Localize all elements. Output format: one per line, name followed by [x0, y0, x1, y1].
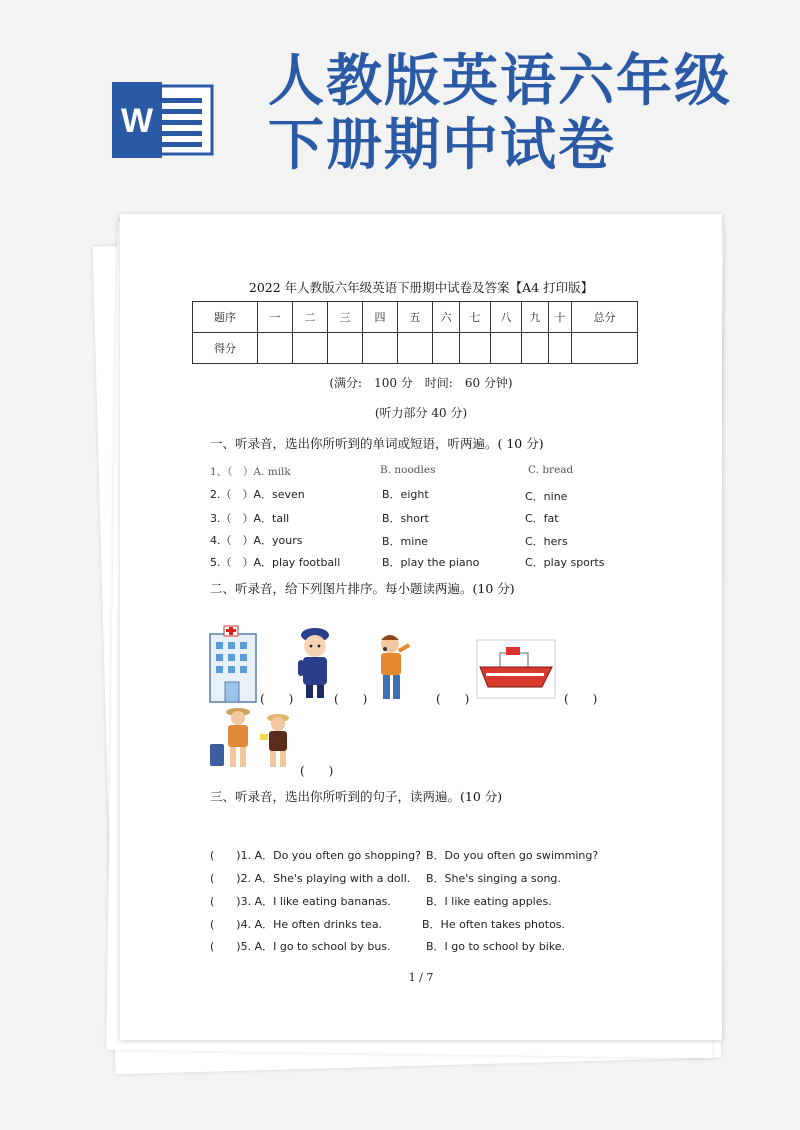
score-cell[interactable]: [522, 333, 549, 364]
singing-boy-picture: [372, 632, 416, 702]
score-table: [192, 301, 638, 364]
s1-q2-option-c: C．nine: [525, 490, 568, 503]
score-cell[interactable]: [328, 333, 363, 364]
score-header-cell: 总分: [572, 302, 638, 333]
s1-q3-num: [210, 510, 289, 526]
score-cell[interactable]: [363, 333, 398, 364]
s1-q3-option-b: B．short: [382, 512, 429, 525]
s3-q3-option-b: B．I like eating apples.: [426, 895, 552, 908]
s2-blank-4[interactable]: ( ): [564, 692, 598, 706]
score-cell[interactable]: [491, 333, 522, 364]
s1-q4-option-b: B．mine: [382, 535, 429, 548]
banner-title: [268, 50, 732, 178]
s1-q1-option-b: B. noodles: [380, 464, 436, 476]
score-header-cell: 题序: [193, 302, 258, 333]
score-header-cell: 七: [460, 302, 491, 333]
s1-q5-option-c: C．play sports: [525, 556, 605, 569]
score-header-cell: 十: [549, 302, 572, 333]
word-document-icon: [112, 82, 216, 158]
s3-q2-option-b: B．She's singing a song.: [426, 872, 561, 885]
s2-blank-3[interactable]: ( ): [436, 692, 470, 706]
s1-q2-label: 2.（ ）A．: [210, 488, 273, 501]
section2-title: 二、听录音，给下列图片排序。每小题读两遍。(10 分): [210, 581, 515, 596]
score-header-cell: 五: [398, 302, 433, 333]
s3-q2-option-a: She's playing with a doll.: [273, 872, 411, 885]
s1-q2-num: [210, 486, 305, 502]
score-header-cell: 八: [491, 302, 522, 333]
s1-q2-option-b: B．eight: [382, 488, 429, 501]
logo-letter: W: [120, 102, 154, 140]
score-cell[interactable]: [398, 333, 433, 364]
s1-q2-option-a: seven: [272, 488, 305, 501]
s3-q3-option-a: I like eating bananas.: [273, 895, 391, 908]
score-cell[interactable]: [460, 333, 491, 364]
s2-blank-2[interactable]: ( ): [334, 692, 368, 706]
score-table-score-row: [193, 333, 638, 364]
s1-q1-option-c: C. bread: [528, 464, 574, 476]
s3-q5-option-b: B．I go to school by bike.: [426, 940, 566, 953]
s3-q4-label: ( )4. A．: [210, 918, 274, 931]
s1-q3-label: 3.（ ）A．: [210, 512, 273, 525]
score-header-cell: 六: [433, 302, 460, 333]
s3-q1-label: ( )1. A．: [210, 849, 274, 862]
s3-q1-option-b: B．Do you often go swimming?: [426, 849, 599, 862]
section3-title: 三、听录音，选出你所听到的句子，读两遍。(10 分): [210, 789, 503, 804]
s3-q1-option-a: Do you often go shopping?: [273, 849, 421, 862]
s1-q1-option-a: 1、（ ）A. milk: [210, 466, 291, 478]
s3-q2: [210, 870, 410, 886]
travellers-picture: [208, 704, 308, 772]
score-cell[interactable]: [549, 333, 572, 364]
banner-title-line1: 人教版英语六年级: [268, 49, 732, 114]
score-cell[interactable]: [258, 333, 293, 364]
s3-q2-label: ( )2. A．: [210, 872, 274, 885]
s1-q5-option-a: play football: [272, 556, 341, 569]
score-row-label: 得分: [193, 333, 258, 364]
score-cell[interactable]: [572, 333, 638, 364]
hospital-picture: [208, 624, 260, 704]
exam-meta: (满分: 100 分 时间: 60 分钟): [329, 376, 513, 390]
score-header-cell: 四: [363, 302, 398, 333]
s1-q5-label: 5.（ ）A．: [210, 556, 273, 569]
s1-q3-option-a: tall: [272, 512, 290, 525]
score-header-cell: 一: [258, 302, 293, 333]
s1-q4-option-a: yours: [272, 534, 303, 547]
s3-q4: [210, 916, 382, 932]
s1-q4-option-c: C．hers: [525, 535, 568, 548]
banner-title-line2: 下册期中试卷: [268, 113, 616, 178]
s1-q5-num: [210, 554, 340, 570]
s3-q5-option-a: I go to school by bus.: [273, 940, 391, 953]
listening-part-label: (听力部分 40 分): [374, 406, 468, 420]
s1-q4-label: 4.（ ）A．: [210, 534, 273, 547]
page-number: 1 / 7: [408, 971, 434, 984]
score-header-cell: 二: [293, 302, 328, 333]
s3-q4-option-b: B．He often takes photos.: [422, 918, 566, 931]
score-header-cell: 九: [522, 302, 549, 333]
s3-q3-label: ( )3. A．: [210, 895, 274, 908]
score-cell[interactable]: [433, 333, 460, 364]
ship-picture: [476, 639, 556, 699]
s3-q5-label: ( )5. A．: [210, 940, 274, 953]
score-cell[interactable]: [293, 333, 328, 364]
document-page: [120, 214, 722, 1040]
s3-q4-option-a: He often drinks tea.: [273, 918, 383, 931]
s1-q3-option-c: C．fat: [525, 512, 559, 525]
s3-q5: [210, 938, 391, 954]
document-title: 2022 年人教版六年级英语下册期中试卷及答案【A4 打印版】: [248, 280, 594, 295]
s3-q1: [210, 847, 421, 863]
s3-q3: [210, 893, 391, 909]
s1-q5-option-b: B．play the piano: [382, 556, 480, 569]
score-header-cell: 三: [328, 302, 363, 333]
score-table-header-row: [193, 302, 638, 333]
section1-title: 一、听录音，选出你所听到的单词或短语，听两遍。( 10 分): [210, 436, 544, 451]
s2-blank-5[interactable]: ( ): [300, 764, 334, 778]
s1-q4-num: [210, 532, 303, 548]
s2-blank-1[interactable]: ( ): [260, 692, 294, 706]
police-officer-picture: [294, 624, 336, 700]
